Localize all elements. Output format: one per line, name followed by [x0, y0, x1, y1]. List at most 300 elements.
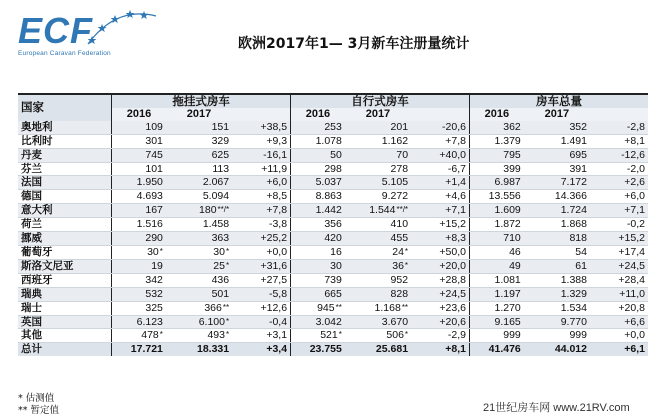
cell-value: 1.197 — [494, 287, 521, 300]
change-header — [411, 108, 469, 121]
cell-value: +4,6 — [445, 190, 466, 203]
cell-value: +9,3 — [266, 134, 288, 147]
cell-value: 366 — [204, 301, 222, 314]
cell-value: +27,5 — [260, 273, 288, 286]
country-name: 意大利 — [18, 204, 112, 218]
cell-value: +7,8 — [445, 134, 466, 147]
cell-value: 151 — [211, 120, 230, 133]
cell-t17 — [524, 176, 590, 190]
cell-m17 — [345, 273, 411, 287]
cell-value: 436 — [211, 273, 230, 286]
cell-c16 — [112, 287, 166, 301]
cell-m17 — [345, 259, 411, 273]
cell-t16 — [469, 287, 523, 301]
cell-mchg — [411, 329, 469, 343]
cell-value: 49 — [509, 259, 521, 272]
cell-c16 — [112, 134, 166, 148]
cell-value: 70 — [396, 148, 409, 161]
year-header-row — [18, 108, 648, 121]
cell-value: 3.042 — [315, 315, 342, 328]
cell-value: 1.168 — [374, 301, 401, 314]
cell-t17 — [524, 121, 590, 134]
estimate-mark: ** — [222, 302, 230, 312]
estimate-mark: * — [225, 330, 230, 340]
estimate-mark: * — [225, 246, 230, 256]
cell-value: 391 — [569, 162, 587, 175]
cell-value: 4.693 — [136, 190, 163, 203]
cell-value: 54 — [575, 245, 587, 258]
cell-t16 — [469, 162, 523, 176]
cell-value: 6.100 — [198, 315, 225, 328]
year-header: 2016 — [112, 108, 166, 121]
cell-value: 420 — [324, 232, 342, 245]
cell-t16 — [469, 148, 523, 162]
cell-tchg — [590, 218, 648, 232]
cell-c17 — [166, 148, 232, 162]
logo-subtitle: European Caravan Federation — [18, 50, 111, 57]
cell-value: 795 — [503, 148, 521, 161]
cell-value: 167 — [145, 204, 163, 217]
country-name: 葡萄牙 — [18, 245, 112, 259]
table-row — [18, 301, 648, 315]
estimate-mark: * — [404, 330, 409, 340]
cell-value: 50 — [330, 148, 342, 161]
cell-c16 — [112, 301, 166, 315]
table-row — [18, 232, 648, 246]
cell-value: 5.094 — [202, 190, 230, 203]
estimate-mark: **/* — [217, 205, 230, 215]
cell-cchg — [232, 190, 290, 204]
estimate-mark: **/* — [396, 205, 409, 215]
cell-value: 363 — [211, 232, 230, 245]
table-row — [18, 273, 648, 287]
cell-c16 — [112, 273, 166, 287]
table-row — [18, 121, 648, 134]
cell-value: 695 — [569, 148, 587, 161]
cell-value: 745 — [145, 148, 163, 161]
cell-t17 — [524, 162, 590, 176]
cell-c17 — [166, 190, 232, 204]
cell-tchg — [590, 162, 648, 176]
cell-value: 506 — [386, 329, 404, 342]
cell-value: 1.270 — [494, 301, 521, 314]
change-header — [590, 108, 648, 121]
cell-c17 — [166, 315, 232, 329]
cell-value: +8,1 — [624, 134, 645, 147]
cell-c16 — [112, 218, 166, 232]
cell-m17 — [345, 121, 411, 134]
cell-m16 — [291, 287, 345, 301]
cell-value: +23,6 — [439, 301, 466, 314]
cell-value: 3.670 — [381, 315, 409, 328]
cell-t17 — [524, 273, 590, 287]
cell-value: -0,2 — [626, 218, 645, 231]
cell-tchg — [590, 134, 648, 148]
country-name: 瑞士 — [18, 301, 112, 315]
cell-m16 — [291, 245, 345, 259]
cell-cchg — [232, 204, 290, 218]
cell-value: -3,8 — [268, 218, 288, 231]
cell-value: +20,6 — [439, 315, 466, 328]
cell-value: 2.067 — [202, 176, 230, 189]
cell-value: +25,2 — [260, 232, 288, 245]
cell-value: 521 — [320, 329, 338, 342]
country-name: 其他 — [18, 329, 112, 343]
cell-cchg — [232, 301, 290, 315]
country-name: 法国 — [18, 176, 112, 190]
cell-value: 1.534 — [560, 301, 587, 314]
cell-c16 — [112, 329, 166, 343]
cell-value: 665 — [324, 287, 342, 300]
cell-mchg — [411, 190, 469, 204]
cell-m17 — [345, 301, 411, 315]
cell-t16 — [469, 273, 523, 287]
cell-m17 — [345, 190, 411, 204]
cell-value: +50,0 — [439, 245, 466, 258]
cell-m17 — [345, 287, 411, 301]
cell-mchg — [411, 176, 469, 190]
cell-m17 — [345, 162, 411, 176]
cell-cchg — [232, 245, 290, 259]
table-row — [18, 162, 648, 176]
cell-mchg — [411, 121, 469, 134]
cell-cchg — [232, 176, 290, 190]
cell-value: +11,0 — [619, 287, 645, 300]
cell-value: 1.078 — [315, 134, 342, 147]
cell-tchg — [590, 315, 648, 329]
table-row — [18, 218, 648, 232]
cell-m16 — [291, 218, 345, 232]
cell-c17 — [166, 259, 232, 273]
cell-t17 — [524, 134, 590, 148]
cell-t17 — [524, 259, 590, 273]
cell-t16 — [469, 134, 523, 148]
cell-value: 25 — [213, 259, 225, 272]
cell-c17 — [166, 329, 232, 343]
cell-t16 — [469, 259, 523, 273]
year-header: 2016 — [291, 108, 345, 121]
country-name: 挪威 — [18, 232, 112, 246]
year-header: 2017 — [365, 107, 391, 120]
cell-t16 — [469, 190, 523, 204]
cell-m16 — [291, 162, 345, 176]
cell-mchg — [411, 245, 469, 259]
country-name: 奥地利 — [18, 121, 112, 134]
cell-m16 — [291, 301, 345, 315]
cell-m16 — [291, 259, 345, 273]
cell-mchg — [411, 218, 469, 232]
cell-m17 — [345, 204, 411, 218]
cell-value: 1.162 — [381, 134, 409, 147]
cell-value: 7.172 — [560, 176, 587, 189]
cell-m17 — [345, 218, 411, 232]
country-name: 芬兰 — [18, 162, 112, 176]
total-motorhome-change: +8,1 — [411, 343, 469, 356]
year-header: 2016 — [469, 108, 523, 121]
cell-value: -6,7 — [447, 162, 466, 175]
cell-c16 — [112, 121, 166, 134]
cell-c16 — [112, 162, 166, 176]
cell-tchg — [590, 148, 648, 162]
cell-value: 999 — [503, 329, 521, 342]
cell-value: -16,1 — [263, 148, 288, 161]
cell-value: +17,4 — [618, 245, 645, 258]
cell-value: +15,2 — [618, 232, 645, 245]
cell-value: 410 — [390, 218, 409, 231]
page-title: 欧洲2017年1— 3月新车注册量统计 — [238, 36, 470, 52]
cell-value: 9.165 — [494, 315, 521, 328]
total-motorhome-2016: 23.755 — [291, 343, 345, 356]
cell-tchg — [590, 273, 648, 287]
cell-value: 5.037 — [315, 176, 342, 189]
cell-t16 — [469, 315, 523, 329]
cell-mchg — [411, 204, 469, 218]
cell-value: +12,6 — [260, 301, 288, 314]
cell-c16 — [112, 204, 166, 218]
table-row — [18, 176, 648, 190]
cell-cchg — [232, 232, 290, 246]
cell-c17 — [166, 218, 232, 232]
cell-m16 — [291, 204, 345, 218]
cell-value: 952 — [390, 273, 409, 286]
cell-c17 — [166, 204, 232, 218]
cell-value: 180 — [199, 204, 217, 217]
cell-value: +8,3 — [445, 232, 466, 245]
group-header-caravan: 拖挂式房车 — [112, 94, 291, 108]
cell-value: 1.329 — [560, 287, 587, 300]
cell-value: 455 — [390, 232, 409, 245]
table-row — [18, 245, 648, 259]
cell-tchg — [590, 190, 648, 204]
group-header-total: 房车总量 — [469, 94, 648, 108]
cell-m16 — [291, 176, 345, 190]
cell-tchg — [590, 121, 648, 134]
cell-cchg — [232, 329, 290, 343]
cell-value: 1.609 — [494, 204, 521, 217]
cell-c17 — [166, 301, 232, 315]
cell-m17 — [345, 329, 411, 343]
table-row — [18, 287, 648, 301]
cell-t17 — [524, 329, 590, 343]
cell-value: 828 — [390, 287, 409, 300]
cell-value: -0,4 — [268, 315, 288, 328]
cell-c16 — [112, 176, 166, 190]
cell-value: 999 — [569, 329, 587, 342]
cell-t16 — [469, 245, 523, 259]
cell-c17 — [166, 176, 232, 190]
cell-mchg — [411, 162, 469, 176]
cell-t17 — [524, 148, 590, 162]
cell-value: 301 — [145, 134, 163, 147]
cell-value: 1.081 — [494, 273, 521, 286]
cell-value: 36 — [392, 259, 404, 272]
cell-value: 1.379 — [494, 134, 521, 147]
cell-value: 329 — [211, 134, 230, 147]
cell-value: +8,5 — [266, 190, 288, 203]
cell-value: 1.724 — [560, 204, 587, 217]
cell-value: 6.987 — [494, 176, 521, 189]
total-row — [18, 343, 648, 356]
cell-cchg — [232, 259, 290, 273]
cell-cchg — [232, 121, 290, 134]
cell-t17 — [524, 301, 590, 315]
cell-mchg — [411, 273, 469, 287]
registration-table — [18, 93, 648, 356]
estimate-mark: * — [404, 260, 409, 270]
cell-value: 945 — [317, 301, 335, 314]
cell-value: 109 — [145, 120, 163, 133]
cell-cchg — [232, 315, 290, 329]
cell-m16 — [291, 232, 345, 246]
cell-value: -20,6 — [442, 120, 466, 133]
cell-c17 — [166, 273, 232, 287]
cell-c16 — [112, 315, 166, 329]
cell-value: 1.544 — [369, 204, 396, 217]
cell-value: 1.868 — [560, 218, 587, 231]
year-header: 2017 — [544, 107, 570, 120]
cell-value: +0,0 — [266, 245, 288, 258]
cell-cchg — [232, 134, 290, 148]
cell-value: 356 — [324, 218, 342, 231]
cell-tchg — [590, 176, 648, 190]
cell-value: +28,4 — [618, 273, 645, 286]
table-row — [18, 190, 648, 204]
cell-value: +28,8 — [439, 273, 466, 286]
cell-value: 8.863 — [315, 190, 342, 203]
cell-m17 — [345, 134, 411, 148]
cell-value: 46 — [509, 245, 521, 258]
country-header: 国家 — [21, 100, 44, 115]
total-motorhome-2017: 25.681 — [345, 343, 411, 356]
total-all-2017: 44.012 — [524, 343, 590, 356]
cell-m16 — [291, 329, 345, 343]
cell-value: 24 — [392, 245, 404, 258]
cell-t16 — [469, 218, 523, 232]
cell-c17 — [166, 287, 232, 301]
country-name: 斯洛文尼亚 — [18, 259, 112, 273]
footnotes — [18, 393, 59, 417]
country-name: 英国 — [18, 315, 112, 329]
estimate-mark: * — [159, 246, 163, 256]
cell-value: 113 — [212, 162, 230, 175]
cell-value: 298 — [324, 162, 342, 175]
cell-value: 1.491 — [560, 134, 587, 147]
cell-m17 — [345, 148, 411, 162]
cell-value: +24,5 — [439, 287, 466, 300]
cell-mchg — [411, 259, 469, 273]
cell-m17 — [345, 232, 411, 246]
country-name: 荷兰 — [18, 218, 112, 232]
cell-mchg — [411, 232, 469, 246]
table-row — [18, 329, 648, 343]
cell-c16 — [112, 190, 166, 204]
total-caravan-2016: 17.721 — [112, 343, 166, 356]
cell-value: 1.950 — [136, 176, 163, 189]
estimate-mark: * — [404, 246, 409, 256]
cell-value: -2,9 — [447, 329, 466, 342]
cell-tchg — [590, 287, 648, 301]
cell-m16 — [291, 273, 345, 287]
cell-mchg — [411, 134, 469, 148]
total-caravan-change: +3,4 — [232, 343, 290, 356]
cell-value: -12,6 — [621, 148, 645, 161]
cell-value: -5,8 — [268, 287, 288, 300]
estimate-mark: * — [338, 330, 342, 340]
cell-t17 — [524, 287, 590, 301]
cell-m16 — [291, 121, 345, 134]
cell-c16 — [112, 232, 166, 246]
cell-value: 9.272 — [381, 190, 409, 203]
cell-value: 30 — [330, 259, 342, 272]
cell-tchg — [590, 204, 648, 218]
country-name: 瑞典 — [18, 287, 112, 301]
estimate-mark: * — [225, 316, 230, 326]
total-caravan-2017: 18.331 — [166, 343, 232, 356]
table-body — [18, 121, 648, 343]
cell-value: 1.388 — [560, 273, 587, 286]
cell-c17 — [166, 245, 232, 259]
cell-cchg — [232, 218, 290, 232]
cell-c16 — [112, 259, 166, 273]
cell-value: +6,0 — [624, 190, 645, 203]
cell-m16 — [291, 315, 345, 329]
cell-value: 478 — [141, 329, 159, 342]
cell-value: +11,9 — [261, 162, 288, 175]
cell-value: 13.556 — [488, 190, 521, 203]
cell-value: -2,0 — [626, 162, 645, 175]
cell-value: 818 — [569, 232, 587, 245]
cell-value: +40,0 — [439, 148, 466, 161]
cell-tchg — [590, 232, 648, 246]
cell-t17 — [524, 315, 590, 329]
cell-value: +6,6 — [624, 315, 645, 328]
cell-value: 19 — [151, 259, 163, 272]
cell-value: +15,2 — [439, 218, 466, 231]
cell-c17 — [166, 232, 232, 246]
cell-value: 201 — [390, 120, 409, 133]
cell-t17 — [524, 204, 590, 218]
total-label: 总计 — [18, 343, 112, 356]
cell-value: +3,1 — [266, 329, 288, 342]
cell-value: 30 — [213, 245, 225, 258]
table-row — [18, 134, 648, 148]
cell-t17 — [524, 232, 590, 246]
cell-value: 1.442 — [315, 204, 342, 217]
cell-cchg — [232, 273, 290, 287]
ecf-logo — [8, 6, 158, 62]
cell-t16 — [469, 301, 523, 315]
cell-value: -2,8 — [626, 120, 645, 133]
cell-value: +7,8 — [266, 204, 288, 217]
cell-t16 — [469, 204, 523, 218]
cell-value: +7,1 — [624, 204, 645, 217]
cell-t17 — [524, 218, 590, 232]
cell-value: 14.366 — [554, 190, 587, 203]
cell-value: 710 — [503, 232, 521, 245]
cell-value: 739 — [324, 273, 342, 286]
cell-m17 — [345, 315, 411, 329]
table-row — [18, 259, 648, 273]
watermark: 21世纪房车网 www.21RV.com — [480, 399, 633, 415]
estimate-mark: ** — [335, 302, 342, 312]
stars-arc-icon — [86, 6, 158, 46]
cell-value: 325 — [145, 301, 163, 314]
cell-value: +20,8 — [618, 301, 645, 314]
cell-tchg — [590, 329, 648, 343]
cell-t16 — [469, 121, 523, 134]
cell-value: 290 — [145, 232, 163, 245]
cell-t16 — [469, 329, 523, 343]
